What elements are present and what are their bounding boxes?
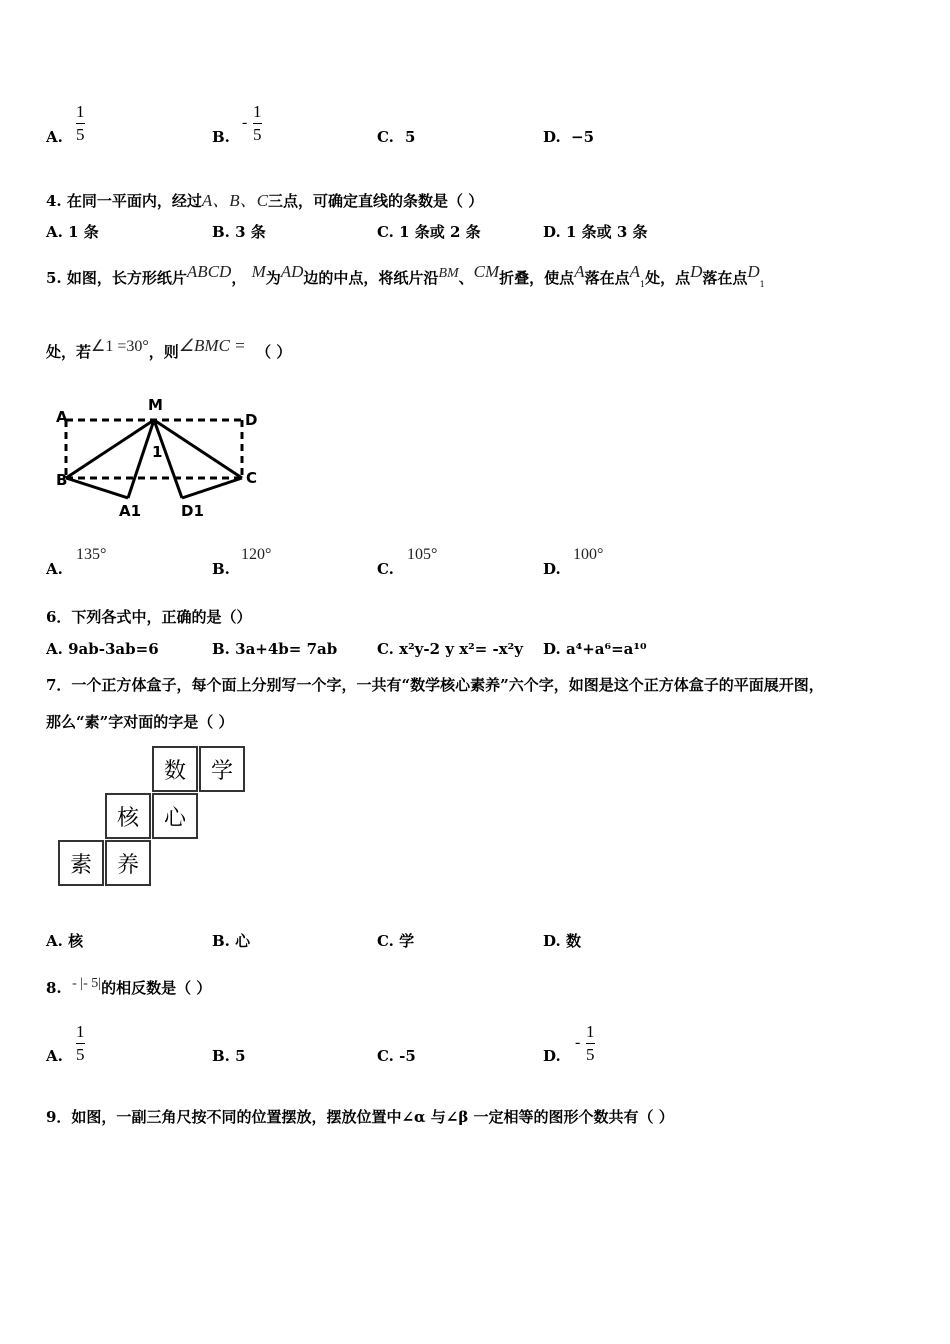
q5-option-b-label: B. (212, 560, 230, 578)
q8-option-d-sign: - (575, 1034, 581, 1051)
q5-angle-bmc: ∠BMC = (178, 336, 246, 355)
q4-question (46, 186, 483, 211)
q8-option-a-fraction: 1 5 (76, 1022, 85, 1064)
q5-label-m: M (148, 396, 163, 414)
q5-question-line1: 5. 如图，长方形纸片$^{ABCD}$， $^M$为$^{AD}$边的中点，将纸片沿$^{BM}$、$^{CM}$折叠，使点$^A$落在点$^A_1$处，点$^D$落在点$^D_1$ (46, 262, 765, 289)
q3-option-b-fraction (253, 102, 262, 145)
q4-option-d: D. 1 条或 3 条 (543, 223, 648, 241)
q9-question: 9．如图，一副三角尺按不同的位置摆放，摆放位置中∠α 与∠β 一定相等的图形个数共有（ ） (46, 1108, 674, 1126)
q4-points: A、B、C (201, 191, 269, 210)
q7-option-d: D. 数 (543, 932, 581, 950)
q4-option-c: C. 1 条或 2 条 (377, 223, 481, 241)
q5-label-c: C (246, 469, 258, 487)
q5-option-c-label: C. (377, 560, 394, 578)
q5-label-d1: D1 (181, 502, 204, 520)
q5-option-d-label: D. (543, 560, 561, 578)
q5-option-a-label: A. (46, 560, 63, 578)
q7-option-c: C. 学 (377, 932, 415, 950)
q5-line-mb (66, 420, 154, 478)
q3-option-d-label: D. (543, 128, 561, 146)
q4-number: 4. (46, 192, 62, 210)
q3-a-numerator: 1 (76, 102, 85, 121)
q7-cube-net (58, 746, 248, 890)
q7-option-a: A. 核 (46, 932, 84, 950)
q5-m: M (251, 262, 266, 281)
q3-b-denominator: 5 (253, 125, 262, 144)
q7-question-line2: 那么“素”字对面的字是（ ） (46, 713, 234, 731)
q8-option-d-fraction: 1 5 (586, 1022, 595, 1064)
q7-cell-su: 素 (58, 840, 104, 886)
q6-option-b: B. 3a+4b= 7ab (212, 640, 338, 658)
q3-option-a-label: A. (46, 128, 63, 146)
q3-option-b-sign: - (242, 114, 248, 131)
q5-option-b-value: 120° (241, 546, 272, 563)
q6-question: 6．下列各式中，正确的是（） (46, 608, 252, 626)
q4-option-a: A. 1 条 (46, 223, 99, 241)
q5-line-d1c (182, 478, 242, 498)
q7-cell-xue: 学 (199, 746, 245, 792)
q7-cell-shu: 数 (152, 746, 198, 792)
q7-cell-he: 核 (105, 793, 151, 839)
q3-b-numerator: 1 (253, 102, 262, 121)
q3-option-b-label: B. (212, 128, 230, 146)
q8-question: 8. $^{- |- 5|}$的相反数是（ ） (46, 976, 212, 997)
q5-label-b: B (56, 471, 68, 489)
q3-option-c-label: C. (377, 128, 394, 146)
q5-option-a-value: 135° (76, 546, 107, 563)
q5-angle1: ∠1 =30° (91, 338, 149, 355)
q5-line-ba1 (66, 478, 128, 498)
q6-option-d: D. a⁴+a⁶=a¹⁰ (543, 640, 647, 658)
q4-text-pre: 在同一平面内，经过 (66, 192, 202, 210)
q8-option-a-label: A. (46, 1047, 63, 1065)
q7-cell-xin: 心 (152, 793, 198, 839)
q8-expression: - |- 5| (72, 976, 102, 991)
q4-option-b: B. 3 条 (212, 223, 266, 241)
q6-option-c: C. x²y-2 y x²= -x²y (377, 640, 523, 658)
q5-figure (50, 392, 270, 522)
q3-option-d-text: −5 (571, 128, 595, 146)
q5-question-line2: 处，若$^{\angle 1 =30^\circ}$，则$^{\angle BMC =}$ （ ） (46, 336, 292, 361)
q8-option-b: B. 5 (212, 1047, 246, 1065)
q4-text-post: 三点，可确定直线的条数是（ ） (268, 192, 484, 210)
q5-label-a: A (56, 408, 68, 426)
q6-option-a: A. 9ab-3ab=6 (46, 640, 159, 658)
q5-line-ma1 (128, 420, 154, 498)
q3-a-denominator: 5 (76, 125, 85, 144)
q7-question-line1: 7．一个正方体盒子，每个面上分别写一个字，一共有“数学核心素养”六个字，如图是这个正方体盒子的平面展开图， (46, 676, 824, 694)
q5-option-c-value: 105° (407, 546, 438, 563)
q5-label-angle-1: 1 (152, 443, 163, 461)
q8-option-c: C. -5 (377, 1047, 416, 1065)
q7-cell-yang: 养 (105, 840, 151, 886)
q5-label-a1: A1 (119, 502, 142, 520)
q5-option-d-value: 100° (573, 546, 604, 563)
q5-abcd: ABCD (186, 262, 232, 281)
q8-option-d-label: D. (543, 1047, 561, 1065)
q7-option-b: B. 心 (212, 932, 251, 950)
q5-line-mc (154, 420, 242, 478)
q3-option-a-fraction (76, 102, 85, 145)
q3-option-c-text: 5 (405, 128, 416, 146)
q5-label-d: D (245, 411, 258, 429)
